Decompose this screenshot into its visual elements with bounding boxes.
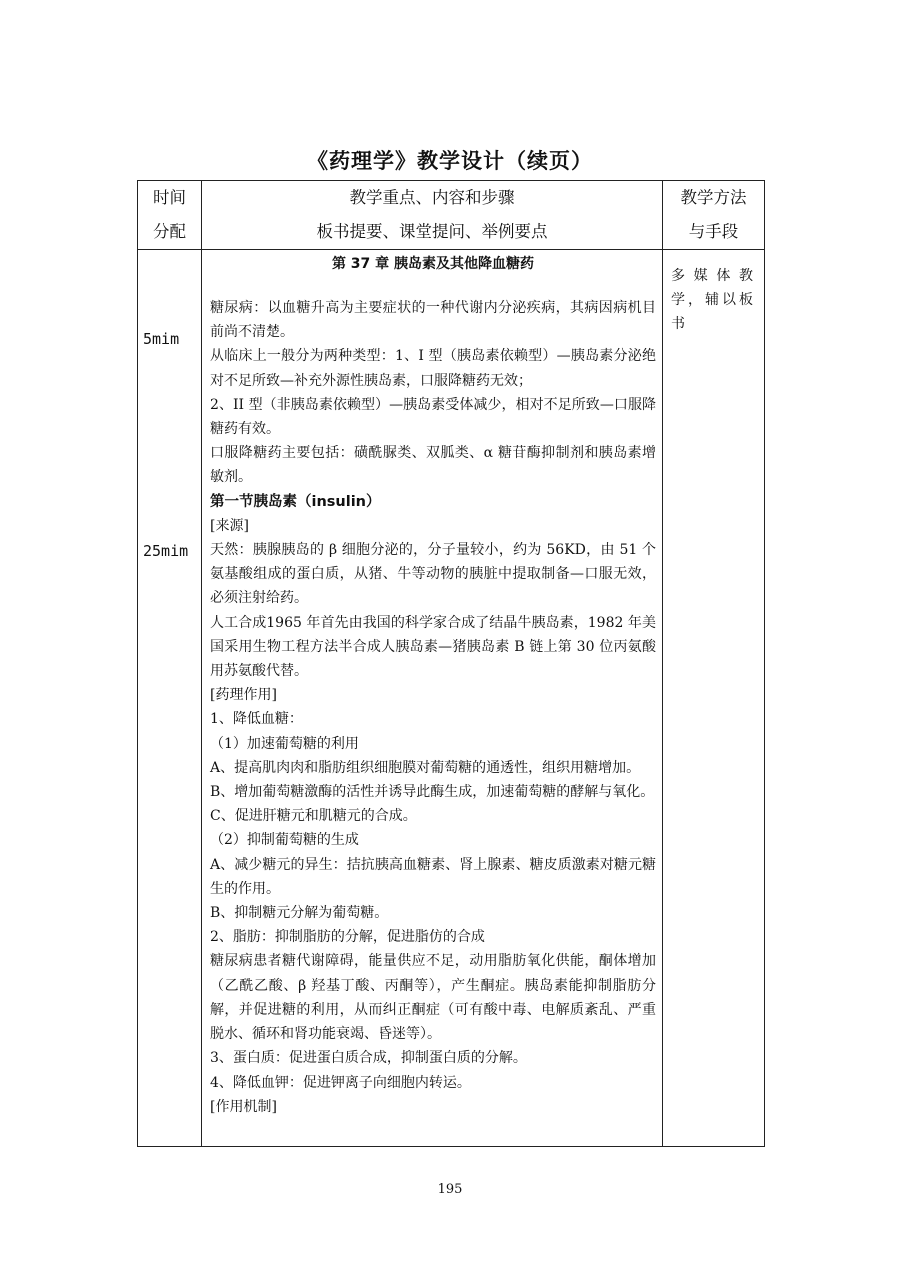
chapter-title: 第 37 章 胰岛素及其他降血糖药 <box>331 256 535 272</box>
header-content-line1: 教学重点、内容和步骤 <box>349 188 515 207</box>
paragraph: （2）抑制葡萄糖的生成 <box>210 832 359 849</box>
header-time-line2: 分配 <box>153 222 186 241</box>
paragraph: 糖尿病：以血糖升高为主要症状的一种代谢内分泌疾病，其病因病机目前尚不清楚。 <box>210 300 656 341</box>
paragraph: C、促进肝糖元和肌糖元的合成。 <box>210 808 417 825</box>
paragraph: （1）加速葡萄糖的利用 <box>210 735 359 752</box>
header-content-line2: 板书提要、课堂提问、举例要点 <box>316 222 548 241</box>
page-title: 《药理学》教学设计（续页） <box>307 149 593 173</box>
header-method-line1: 教学方法 <box>680 188 747 207</box>
paragraph: 3、蛋白质：促进蛋白质合成，抑制蛋白质的分解。 <box>210 1050 527 1067</box>
paragraph: [作用机制] <box>210 1098 277 1115</box>
method-text: 多媒体教学，辅以板书 <box>671 268 756 332</box>
header-content <box>202 181 663 250</box>
paragraph: [来源] <box>210 517 249 534</box>
header-time <box>138 181 202 250</box>
header-time-line1: 时间 <box>153 188 186 207</box>
paragraph: 天然：胰腺胰岛的 β 细胞分泌的，分子量较小，约为 56KD，由 51 个氨基酸组成的蛋白质，从猪、牛等动物的胰脏中提取制备—口服无效，必须注射给药。 <box>210 542 656 607</box>
paragraph: A、减少糖元的异生：拮抗胰高血糖素、肾上腺素、糖皮质激素对糖元糖生的作用。 <box>210 856 656 897</box>
paragraph: 人工合成1965 年首先由我国的科学家合成了结晶牛胰岛素，1982 年美国采用生物工程方法半合成人胰岛素—猪胰岛素 B 链上第 30 位丙氨酸用苏氨酸代替。 <box>210 614 656 680</box>
page-number: 195 <box>437 1182 463 1197</box>
table-body-row <box>138 250 765 1147</box>
paragraph: 口服降糖药主要包括：磺酰脲类、双胍类、α 糖苷酶抑制剂和胰岛素增敏剂。 <box>210 445 656 486</box>
section-title: 第一节胰岛素（insulin） <box>210 493 381 510</box>
lesson-table <box>137 180 765 1147</box>
paragraph: [药理作用] <box>210 687 277 704</box>
time-mark-25min: 25mim <box>143 542 189 560</box>
paragraph: B、增加葡萄糖激酶的活性并诱导此酶生成，加速葡萄糖的酵解与氧化。 <box>210 784 655 801</box>
method-cell <box>663 250 765 1147</box>
table-header-row <box>138 181 765 250</box>
paragraph: 4、降低血钾：促进钾离子向细胞内转运。 <box>210 1074 471 1091</box>
content-cell <box>202 250 663 1147</box>
paragraph: 糖尿病患者糖代谢障碍，能量供应不足，动用脂肪氧化供能，酮体增加（乙酰乙酸、β 羟基丁酸、丙酮等），产生酮症。胰岛素能抑制脂肪分解，并促进糖的利用，从而纠正酮症（可有酸中毒、电解质紊乱、严重脱水、循环和肾功能衰竭、昏迷等）。 <box>210 953 656 1043</box>
header-method <box>663 181 765 250</box>
time-cell <box>138 250 202 1147</box>
header-method-line2: 与手段 <box>688 222 739 241</box>
paragraph: 从临床上一般分为两种类型：1、I 型（胰岛素依赖型）—胰岛素分泌绝对不足所致—补充外源性胰岛素，口服降糖药无效； <box>210 348 656 389</box>
paragraph: 2、脂肪：抑制脂肪的分解，促进脂仿的合成 <box>210 929 485 946</box>
time-mark-5min: 5mim <box>143 330 180 348</box>
paragraph: A、提高肌肉肉和脂肪组织细胞膜对葡萄糖的通透性，组织用糖增加。 <box>210 759 641 776</box>
paragraph: 1、降低血糖： <box>210 711 303 728</box>
paragraph: 2、II 型（非胰岛素依赖型）—胰岛素受体减少，相对不足所致—口服降糖药有效。 <box>210 396 656 438</box>
paragraph: B、抑制糖元分解为葡萄糖。 <box>210 905 389 922</box>
